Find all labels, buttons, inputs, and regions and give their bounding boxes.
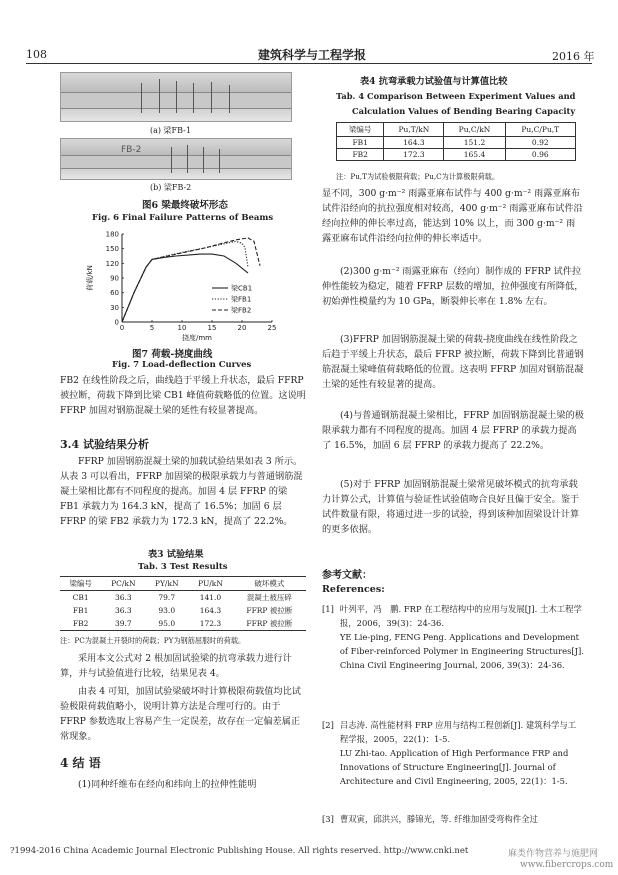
table-header-cell: 梁编号 [60, 577, 101, 591]
right-paragraph-3: (3)FFRP 加固钢筋混凝土梁的荷载-挠度曲线在线性阶段之后趋于平缓上升状态，最后 FFRP 被拉断，荷载下降到比普通钢筋混凝土梁峰值荷载略低的位置。这表明 FFRP 加固对钢筋混凝土梁的延性有较显著的提高。 [322, 334, 584, 390]
table-cell: 0.92 [505, 137, 575, 149]
load-deflection-chart [80, 228, 310, 348]
table-cell: FB2 [337, 149, 384, 161]
y-tick-label: 60 [110, 289, 119, 298]
copyright-footer: ?1994-2016 China Academic Journal Electronic Publishing House. All rights reserved. http://www.cnki.net [10, 846, 469, 856]
x-tick-label: 5 [149, 324, 155, 332]
x-tick-label: 25 [267, 324, 277, 332]
crack-line [171, 147, 172, 173]
table-cell: 36.3 [114, 606, 132, 615]
table4-title-zh: 表4 抗弯承载力试验值与计算值比较 [360, 76, 508, 87]
table3-note: 注：PC为混凝土开裂时的荷载；PY为钢筋屈服时的荷载。 [60, 636, 246, 645]
table-header-row [337, 123, 576, 137]
reference-item [322, 602, 584, 672]
right-paragraph-4: (4)与普通钢筋混凝土梁相比，FFRP 加固钢筋混凝土梁的极限承载力都有不同程度的提高。加固 4 层 FFRP 的承载力提高了 16.5%，加固 6 层 FFRP 的承载力提高了 22.2%。 [322, 410, 584, 451]
header-rule [26, 63, 592, 64]
table3-title-zh: 表3 试验结果 [148, 549, 204, 560]
table3 [60, 576, 306, 631]
beam-body [61, 155, 291, 169]
crack-line [211, 82, 212, 113]
table-header-row [60, 577, 306, 591]
right-paragraph-2: (2)300 g·m⁻² 雨露亚麻布（经向）制作成的 FFRP 试件拉伸性能较为稳定，随着 FFRP 层数的增加，拉伸强度有所降低，初始弹性模量约为 10 GPa，断裂伸长率在 1.8% 左右。 [322, 266, 584, 307]
crack-line [203, 147, 204, 173]
legend-label: 梁FB1 [231, 295, 252, 304]
table4-title-en-1: Tab. 4 Comparison Between Experiment Values and [336, 91, 576, 101]
crack-line [193, 83, 194, 113]
table-cell: 36.3 [114, 593, 132, 602]
series-line-2 [122, 241, 248, 322]
table-header-cell: PU/kN [188, 577, 233, 591]
table-header-cell: Pu,C/Pu,T [505, 123, 575, 137]
crack-line [159, 79, 160, 113]
table-cell: 混凝土被压碎 [246, 593, 292, 602]
left-paragraph-4: 由表 4 可知，加固试验梁破坏时计算极限荷载值均比试验极限荷载值略小，说明计算方法是合理可行的。由于 FFRP 参数选取上容易产生一定误差，故存在一定偏差属正常现象。 [60, 686, 301, 742]
table-header-cell: PY/kN [145, 577, 188, 591]
page-number: 108 [26, 48, 47, 61]
table-cell: 165.4 [444, 149, 505, 161]
reference-number: [2] [322, 720, 334, 730]
y-tick-label: 90 [110, 274, 119, 283]
table-header-cell: Pu,T/kN [384, 123, 444, 137]
table-header-cell: 梁编号 [337, 123, 384, 137]
reference-text: 叶列平，冯 鹏. FRP 在工程结构中的应用与发展[J]. 土木工程学报，2006，39(3)：24-36. YE Lie-ping, FENG Peng. Applications and Development of Fiber-reinforced Polymer in Engineering Structures[J]. China Civil Engineering Journal, 2006, 39(3)：24-36. [339, 604, 584, 670]
table-cell: 172.3 [384, 149, 444, 161]
reference-item [322, 718, 584, 788]
right-paragraph-5: (5)对于 FFRP 加固钢筋混凝土梁常见破坏模式的抗弯承载力计算公式，计算值与验证性试验值吻合良好且偏于安全。鉴于试件数量有限，将通过进一步的试验，得到该种加固梁设计计算的更多依据。 [322, 479, 580, 535]
reference-text: 曹双寅，邱洪兴，滕锦光，等. 纤维加固受弯构件全过 [339, 814, 538, 824]
table-row [60, 604, 306, 617]
right-paragraph-1: 显不同，300 g·m⁻² 雨露亚麻布试件与 400 g·m⁻² 雨露亚麻布试件沿经向的抗拉强度相对较高，400 g·m⁻² 雨露亚麻布试件沿经向拉伸的伸长率过高，能达到 10% 以上，而 300 g·m⁻² 雨露亚麻布试件沿经向拉伸的伸长率适中。 [322, 188, 583, 244]
fig6-sub-a: (a) 梁FB-1 [150, 126, 191, 135]
table-header-cell: 破坏模式 [233, 577, 306, 591]
fig6-caption-en: Fig. 6 Final Failure Patterns of Beams [92, 213, 274, 223]
section-4-heading: 4 结 语 [60, 756, 101, 770]
table-cell: 164.3 [199, 606, 222, 615]
table-row [337, 137, 576, 149]
x-tick-label: 10 [177, 324, 187, 332]
series-line-1 [122, 254, 248, 322]
crack-line [141, 83, 142, 113]
references-heading-en: References: [322, 584, 385, 595]
table3-title-en: Tab. 3 Test Results [138, 562, 228, 572]
page-header [0, 0, 618, 64]
left-paragraph-5: (1)同种纤维布在经向和纬向上的拉伸性能明 [78, 779, 257, 790]
table-cell: 39.7 [101, 617, 145, 631]
beam-photo-fb1 [60, 72, 292, 122]
table-cell: CB1 [72, 593, 89, 602]
crack-line [219, 149, 220, 173]
crack-line [187, 145, 188, 173]
y-tick-label: 150 [105, 245, 119, 254]
crack-line [229, 85, 230, 113]
year: 2016 年 [552, 50, 595, 63]
table-cell: 172.3 [188, 617, 233, 631]
table-row [60, 591, 306, 605]
fig6-sub-b: (b) 梁FB-2 [150, 183, 192, 192]
watermark-zh: 麻类作物营养与施肥网 [508, 849, 599, 859]
references-heading-zh: 参考文献： [322, 570, 372, 581]
table4-note: 注：Pu,T为试验极限荷载；Pu,C为计算极限荷载。 [336, 172, 500, 181]
x-axis-label: 挠度/mm [182, 334, 212, 342]
table-row [60, 617, 306, 631]
beam-photo-fb2 [60, 138, 292, 180]
journal-title: 建筑科学与工程学报 [258, 48, 367, 62]
watermark-url: www.fibercrops.com [520, 860, 614, 870]
reference-item [322, 812, 584, 826]
table-cell: FB1 [337, 137, 384, 149]
fig7-caption-zh: 图7 荷载-挠度曲线 [132, 349, 213, 360]
table-cell: 164.3 [384, 137, 444, 149]
photo-label-fb2: FB-2 [121, 145, 142, 155]
table-cell: FB2 [60, 617, 101, 631]
table-header-cell: Pu,C/kN [444, 123, 505, 137]
table-header-cell: PC/kN [101, 577, 145, 591]
table-cell: 141.0 [199, 593, 222, 602]
table-cell: 95.0 [145, 617, 188, 631]
table-cell: FB1 [72, 606, 89, 615]
left-paragraph-2: FFRP 加固钢筋混凝土梁的加载试验结果如表 3 所示。从表 3 可以看出，FFRP 加固梁的极限承载力与普通钢筋混凝土梁相比都有不同程度的提高。加固 4 层 FFRP 的梁 FB1 承载力为 164.3 kN，提高了 16.5%；加固 6 层 FFRP 的梁 FB2 承载力为 172.3 kN，提高了 22.2%。 [60, 456, 303, 527]
fig7-caption-en: Fig. 7 Load-deflection Curves [112, 360, 252, 370]
left-paragraph-1: FB2 在线性阶段之后，曲线趋于平缓上升状态，最后 FFRP 被拉断，荷载下降到比梁 CB1 峰值荷载略低的位置。这说明 FFRP 加固对钢筋混凝土梁的延性有较显著提高。 [60, 375, 306, 416]
section-3-4-heading: 3.4 试验结果分析 [60, 438, 149, 451]
table4 [336, 122, 576, 161]
legend-label: 梁CB1 [231, 284, 253, 293]
crack-line [176, 81, 177, 113]
reference-number: [3] [322, 814, 334, 824]
reference-text: 吕志涛. 高性能材料 FRP 应用与结构工程创新[J]. 建筑科学与工程学报，2005，22(1)：1-5. LU Zhi-tao. Application of High Performance FRP and Innovations of Structure Engineering[J]. Journal of Architecture and Civil Engineering, 2005, 22(1)：1-5. [339, 720, 577, 786]
y-tick-label: 0 [114, 318, 119, 327]
x-tick-label: 15 [207, 324, 217, 332]
table-cell: FFRP 被拉断 [246, 606, 293, 615]
x-tick-label: 0 [119, 324, 125, 332]
table-cell: FFRP 被拉断 [233, 617, 306, 631]
table-cell: 79.7 [158, 593, 176, 602]
legend-label: 梁FB2 [231, 306, 252, 315]
x-tick-label: 20 [237, 324, 247, 332]
reference-number: [1] [322, 604, 334, 614]
y-tick-label: 30 [110, 303, 119, 312]
left-paragraph-3: 采用本文公式对 2 根加固试验梁的抗弯承载力进行计算，并与试验值进行比较，结果见表 4。 [60, 653, 292, 679]
table-row [337, 149, 576, 161]
table-cell: 0.96 [505, 149, 575, 161]
fig6-caption-zh: 图6 梁最终破坏形态 [142, 200, 228, 211]
y-axis-label: 荷载/kN [86, 265, 94, 291]
y-tick-label: 180 [105, 230, 119, 239]
table-cell: 151.2 [444, 137, 505, 149]
table4-title-en-2: Calculation Values of Bending Bearing Capacity [352, 106, 576, 116]
table-cell: 93.0 [158, 606, 176, 615]
y-tick-label: 120 [105, 259, 119, 268]
